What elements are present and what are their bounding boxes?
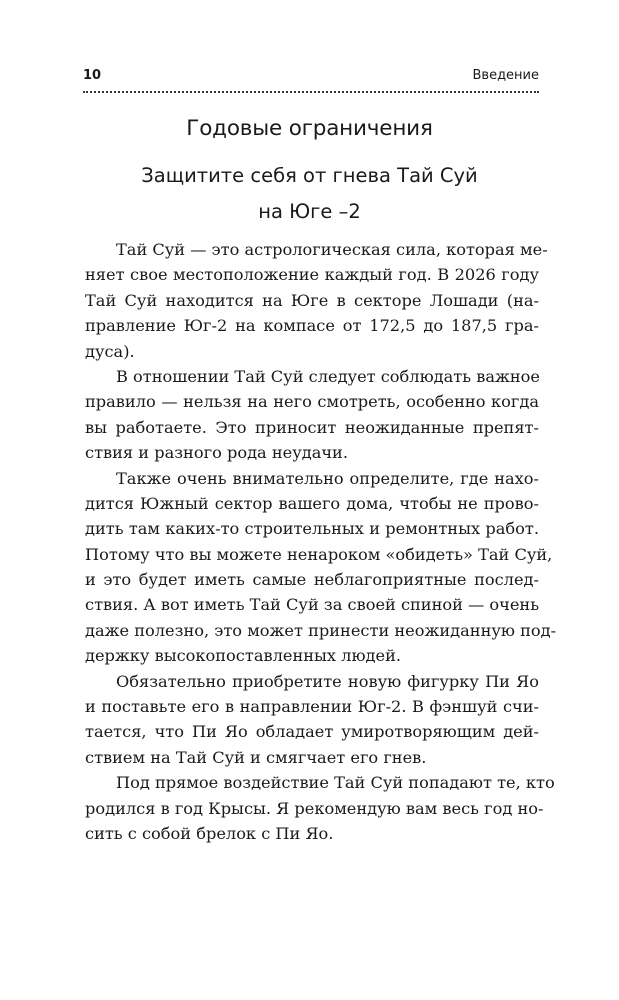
subtitle-line: на Юге –2 [258,200,361,223]
text-line: вы работаете. Это приносит неожиданные препят- [85,417,539,437]
text-line: держку высокопоставленных людей. [85,646,402,666]
text-line: правило — нельзя на него смотреть, особенно когда [85,392,539,412]
text-line: правление Юг-2 на компасе от 172,5 до 187,5 гра- [85,316,539,336]
text-line: дится Южный сектор вашего дома, чтобы не прово- [85,493,539,513]
text-line: родился в год Крысы. Я рекомендую вам весь год но- [85,798,544,818]
text-line: дуса). [85,341,135,361]
section-subtitle [0,158,619,230]
text-line: Тай Суй — это астрологическая сила, которая ме- [116,240,548,259]
text-line: ствия и разного рода неудачи. [85,443,348,463]
dotted-divider [83,91,539,93]
text-line: няет свое местоположение каждый год. В 2026 году [85,265,539,285]
text-line: Обязательно приобретите новую фигурку Пи Яо [116,671,539,691]
text-line: Потому что вы можете ненароком «обидеть» Тай Суй, [85,544,553,564]
text-line: Также очень внимательно определите, где нахо- [116,468,539,488]
text-line: тается, что Пи Яо обладает умиротворяющим дей- [85,722,539,742]
text-line: даже полезно, это может принести неожиданную под- [85,620,557,640]
subtitle-line: Защитите себя от гнева Тай Суй [141,164,478,187]
page-number: 10 [83,68,102,83]
text-line: ствием на Тай Суй и смягчает его гнев. [85,747,427,767]
running-head [83,64,539,88]
text-line: и поставьте его в направлении Юг-2. В фэншуй счи- [85,697,539,717]
text-line: Под прямое воздействие Тай Суй попадают те, кто [116,773,555,793]
section-name: Введение [472,68,539,83]
text-line: дить там каких-то строительных и ремонтных работ. [85,519,539,539]
text-line: Тай Суй находится на Юге в секторе Лошади (на- [85,290,539,310]
text-line: сить с собой брелок с Пи Яо. [85,823,334,843]
text-line: В отношении Тай Суй следует соблюдать важное [116,366,540,386]
body-text [85,237,557,846]
text-line: и это будет иметь самые неблагоприятные послед- [85,570,539,590]
text-line: ствия. А вот иметь Тай Суй за своей спиной — очень [85,595,540,615]
chapter-title: Годовые ограничения [186,116,433,141]
